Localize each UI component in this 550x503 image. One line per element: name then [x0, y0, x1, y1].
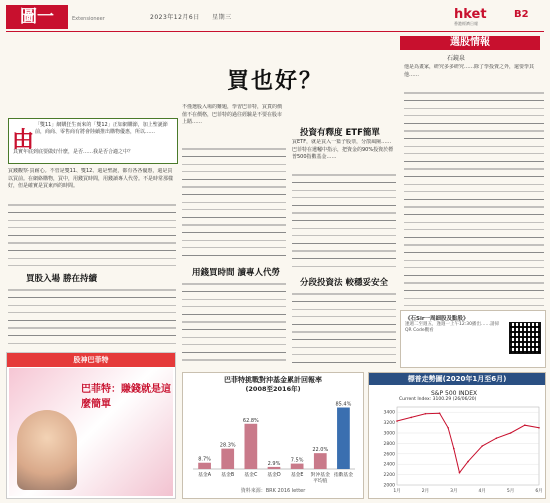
bar-chart-subtitle: (2008至2016年) [245, 385, 301, 393]
line-x-tick-2: 3月 [450, 489, 458, 494]
bar-3 [268, 467, 281, 469]
line-x-tick-0: 1月 [393, 489, 401, 494]
bar-category-label-2: 基金C [244, 473, 258, 478]
body-column-2-lines-2 [182, 279, 286, 367]
line-point-2 [425, 413, 427, 415]
bar-category-label-5-b: 平均值 [313, 479, 328, 484]
header-rule [6, 31, 544, 32]
line-y-tick-2: 2400 [383, 462, 395, 468]
body-column-1-text: 買錢觀察·買耐心。不管是雙11、雙12、還是聖誕，都有各各優惠，還是買以買前。在網絡購物，買中，用錢買時間，用錢讀專人代勞。不是時常那樣好，但是確實是買東西的時間。 [8, 168, 174, 190]
bar-value-label-2: 62.8% [242, 417, 259, 424]
col3-subhead-1: 投資有釋度 ETF簡單 [300, 128, 380, 138]
bar-category-label-1: 基金B [221, 473, 235, 478]
line-point-1 [410, 417, 412, 419]
bar-1 [221, 449, 234, 469]
line-y-tick-1: 2200 [383, 473, 395, 479]
bar-0 [198, 463, 211, 469]
line-chart-plot-area [397, 407, 539, 485]
line-x-tick-1: 2月 [421, 489, 430, 494]
line-y-tick-3: 2600 [383, 452, 395, 458]
bar-category-label-6: 指數基金 [333, 473, 354, 478]
bar-chart-svg [183, 373, 363, 498]
lead-box [8, 118, 178, 164]
qr-code-icon [509, 322, 541, 354]
buffett-portrait [17, 410, 77, 490]
bar-value-label-0: 8.7% [198, 456, 211, 463]
line-point-9 [496, 437, 498, 439]
lead-drop-cap: 由 [12, 127, 35, 153]
bar-value-label-4: 7.5% [290, 457, 304, 464]
bar-value-label-3: 2.9% [267, 460, 281, 467]
line-x-tick-5: 6月 [535, 489, 543, 494]
body-column-3-text: 買ETF，就是買入一籃子股票，分散風險……巴菲特在遺囑中指示，把資金的90%投資於標普500指數基金…… [292, 139, 394, 161]
bar-value-label-1: 28.3% [219, 442, 236, 449]
page-number: B2 [514, 9, 529, 20]
column-title: 選股情報 [400, 36, 540, 50]
lead-text-2: 其實年底到底要做好什麼，是否……我是否合適之中？ [13, 149, 134, 155]
promo-box [400, 310, 546, 368]
bar-category-label-0: 基金A [198, 473, 212, 478]
photo-caption: 巴菲特：賺錢就是這麼簡單 [81, 384, 171, 410]
bar-chart-title: 巴菲特挑戰對沖基金累計回報率 [224, 376, 322, 384]
bar-2 [244, 424, 257, 469]
line-x-tick-3: 4月 [478, 489, 486, 494]
line-chart-inner-title: S&P 500 INDEX [431, 390, 478, 397]
bar-chart [182, 372, 364, 499]
bar-category-label-3: 基金D [267, 473, 281, 478]
line-point-12 [538, 427, 540, 429]
byline: 石鏡泉 [447, 55, 466, 62]
bar-chart-source: 資料來源：BRK 2016 letter [240, 488, 306, 494]
body-column-1-lines [8, 200, 176, 268]
line-point-0 [396, 420, 398, 422]
line-point-10 [510, 432, 512, 434]
bar-6 [337, 408, 350, 469]
buffett-photo [9, 368, 173, 496]
body-column-3-lines-2 [292, 289, 396, 367]
line-point-11 [524, 424, 526, 426]
line-y-tick-6: 3200 [383, 421, 395, 427]
col3-subhead-2: 分段投資法 較穩妥安全 [300, 278, 388, 288]
line-chart [368, 372, 546, 499]
col1-subhead: 買股入場 勝在持續 [26, 274, 97, 284]
col2-subhead: 用錢買時間 讀專人代勞 [192, 268, 280, 278]
line-x-tick-4: 5月 [506, 489, 515, 494]
weekday: 星期三 [212, 14, 232, 21]
section-tab: 圖一 [6, 5, 68, 29]
bar-value-label-6: 85.4% [335, 401, 352, 408]
bar-4 [291, 464, 304, 469]
line-point-4 [447, 427, 449, 429]
body-column-1-lines-2 [8, 285, 176, 347]
line-chart-svg [369, 373, 545, 498]
line-point-5 [453, 448, 455, 450]
lead-text: 「雙11」網購狂生而來的「雙12」正如網購節，加上聖誕節前，商商、零售商有將會陸續推出購物優惠，所以…… [35, 122, 168, 135]
page-header [0, 0, 550, 34]
body-column-4-text: 他是為畫家，研究多多研究……除了學投資之外，還要學其他…… [404, 64, 535, 78]
dateline [150, 12, 242, 21]
bar-category-label-4: 基金E [290, 473, 304, 478]
bar-category-label-5: 對沖基金 [310, 473, 330, 478]
line-point-8 [481, 445, 483, 447]
line-y-tick-4: 2800 [383, 441, 395, 447]
line-point-3 [439, 412, 441, 414]
line-chart-legend: Current Index: 3100.29 (26/06/20) [399, 397, 477, 402]
line-chart-title: 標普走勢圖(2020年1月至6月) [369, 373, 545, 385]
bar-5 [314, 453, 327, 469]
promo-title: 《石Sir一周細股及點股》 [405, 316, 469, 322]
headline: 買也好？ [226, 68, 323, 94]
line-point-6 [459, 472, 461, 474]
line-y-tick-7: 3400 [383, 410, 395, 416]
brand-logo: hket [454, 7, 487, 22]
promo-text: 逢週二至週五，逢週一上午12:30播出……請掃QR Code觀看 [405, 322, 499, 333]
bar-value-label-5: 22.0% [312, 447, 329, 454]
section-sub-label: Extensioneer [72, 16, 105, 22]
line-point-7 [467, 461, 469, 463]
body-column-3-lines [292, 170, 396, 272]
body-column-2-text: 不僅選股入場的難題，學習巴菲特，買貨的價值不在價格，巴菲特的過往經驗是不要在股市上賭…… [182, 104, 283, 126]
photo-banner: 股神巴菲特 [7, 353, 175, 367]
date: 2023年12月6日 [150, 14, 200, 21]
line-y-tick-5: 3000 [383, 431, 395, 437]
body-column-4-lines [404, 88, 544, 306]
brand-subtitle: 香港經濟日報 [454, 21, 478, 26]
body-column-2-lines [182, 144, 286, 262]
line-y-tick-0: 2000 [383, 483, 395, 489]
photo-box [6, 352, 176, 499]
